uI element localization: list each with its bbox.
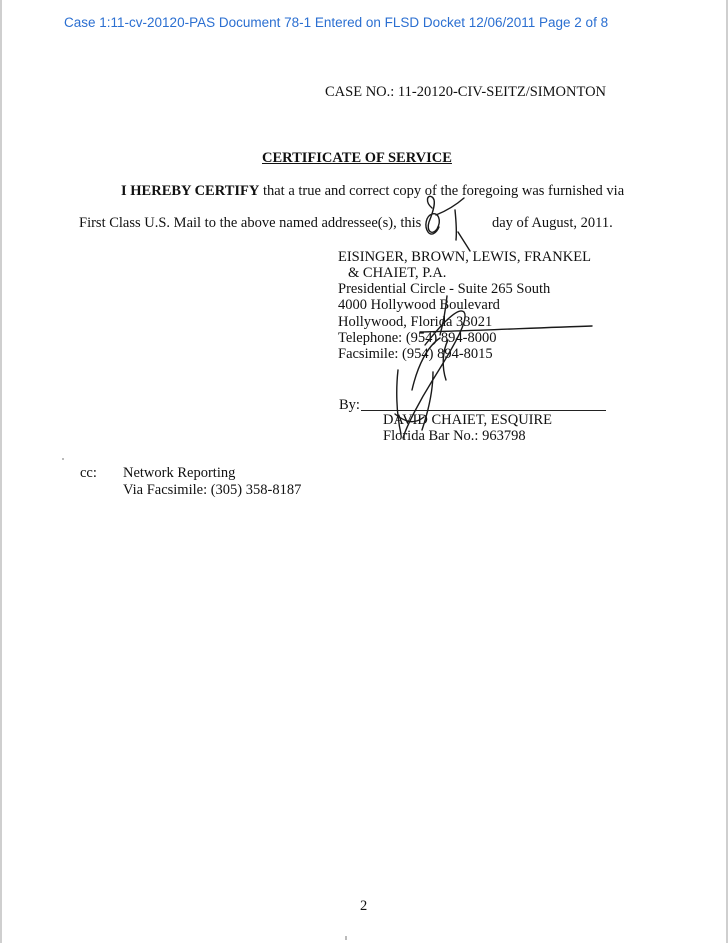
cc-via: Via Facsimile: (305) 358-8187	[123, 482, 302, 498]
certify-line-2-end: day of August, 2011.	[492, 215, 613, 231]
case-number: CASE NO.: 11-20120-CIV-SEITZ/SIMONTON	[325, 84, 607, 100]
page-number: 2	[360, 898, 368, 914]
firm-name-line-2: & CHAIET, P.A.	[348, 265, 447, 281]
firm-address-1: Presidential Circle - Suite 265 South	[338, 281, 551, 297]
signer-name: DAVID CHAIET, ESQUIRE	[383, 412, 553, 428]
firm-name-line-1: EISINGER, BROWN, LEWIS, FRANKEL	[338, 249, 591, 265]
cc-recipient: Network Reporting	[123, 465, 236, 481]
firm-facsimile: Facsimile: (954) 894-8015	[338, 346, 493, 362]
certificate-title: CERTIFICATE OF SERVICE	[262, 150, 452, 166]
scan-marks	[63, 458, 346, 940]
signature-scribble	[395, 296, 592, 438]
cc-label: cc:	[80, 465, 97, 481]
handwritten-day	[426, 196, 470, 251]
firm-telephone: Telephone: (954) 894-8000	[338, 330, 497, 346]
signer-bar-number: Florida Bar No.: 963798	[383, 428, 526, 444]
by-label: By:	[339, 397, 360, 413]
header-stamp: Case 1:11-cv-20120-PAS Document 78-1 Entered on FLSD Docket 12/06/2011 Page 2 of 8	[64, 15, 609, 30]
certify-line-1-rest: that a true and correct copy of the foregoing was furnished via	[259, 183, 625, 199]
certify-lead: I HEREBY CERTIFY	[121, 183, 260, 199]
firm-address-3: Hollywood, Florida 33021	[338, 314, 493, 330]
certify-line-2-start: First Class U.S. Mail to the above named addressee(s), this	[79, 215, 422, 231]
firm-address-2: 4000 Hollywood Boulevard	[338, 297, 500, 313]
